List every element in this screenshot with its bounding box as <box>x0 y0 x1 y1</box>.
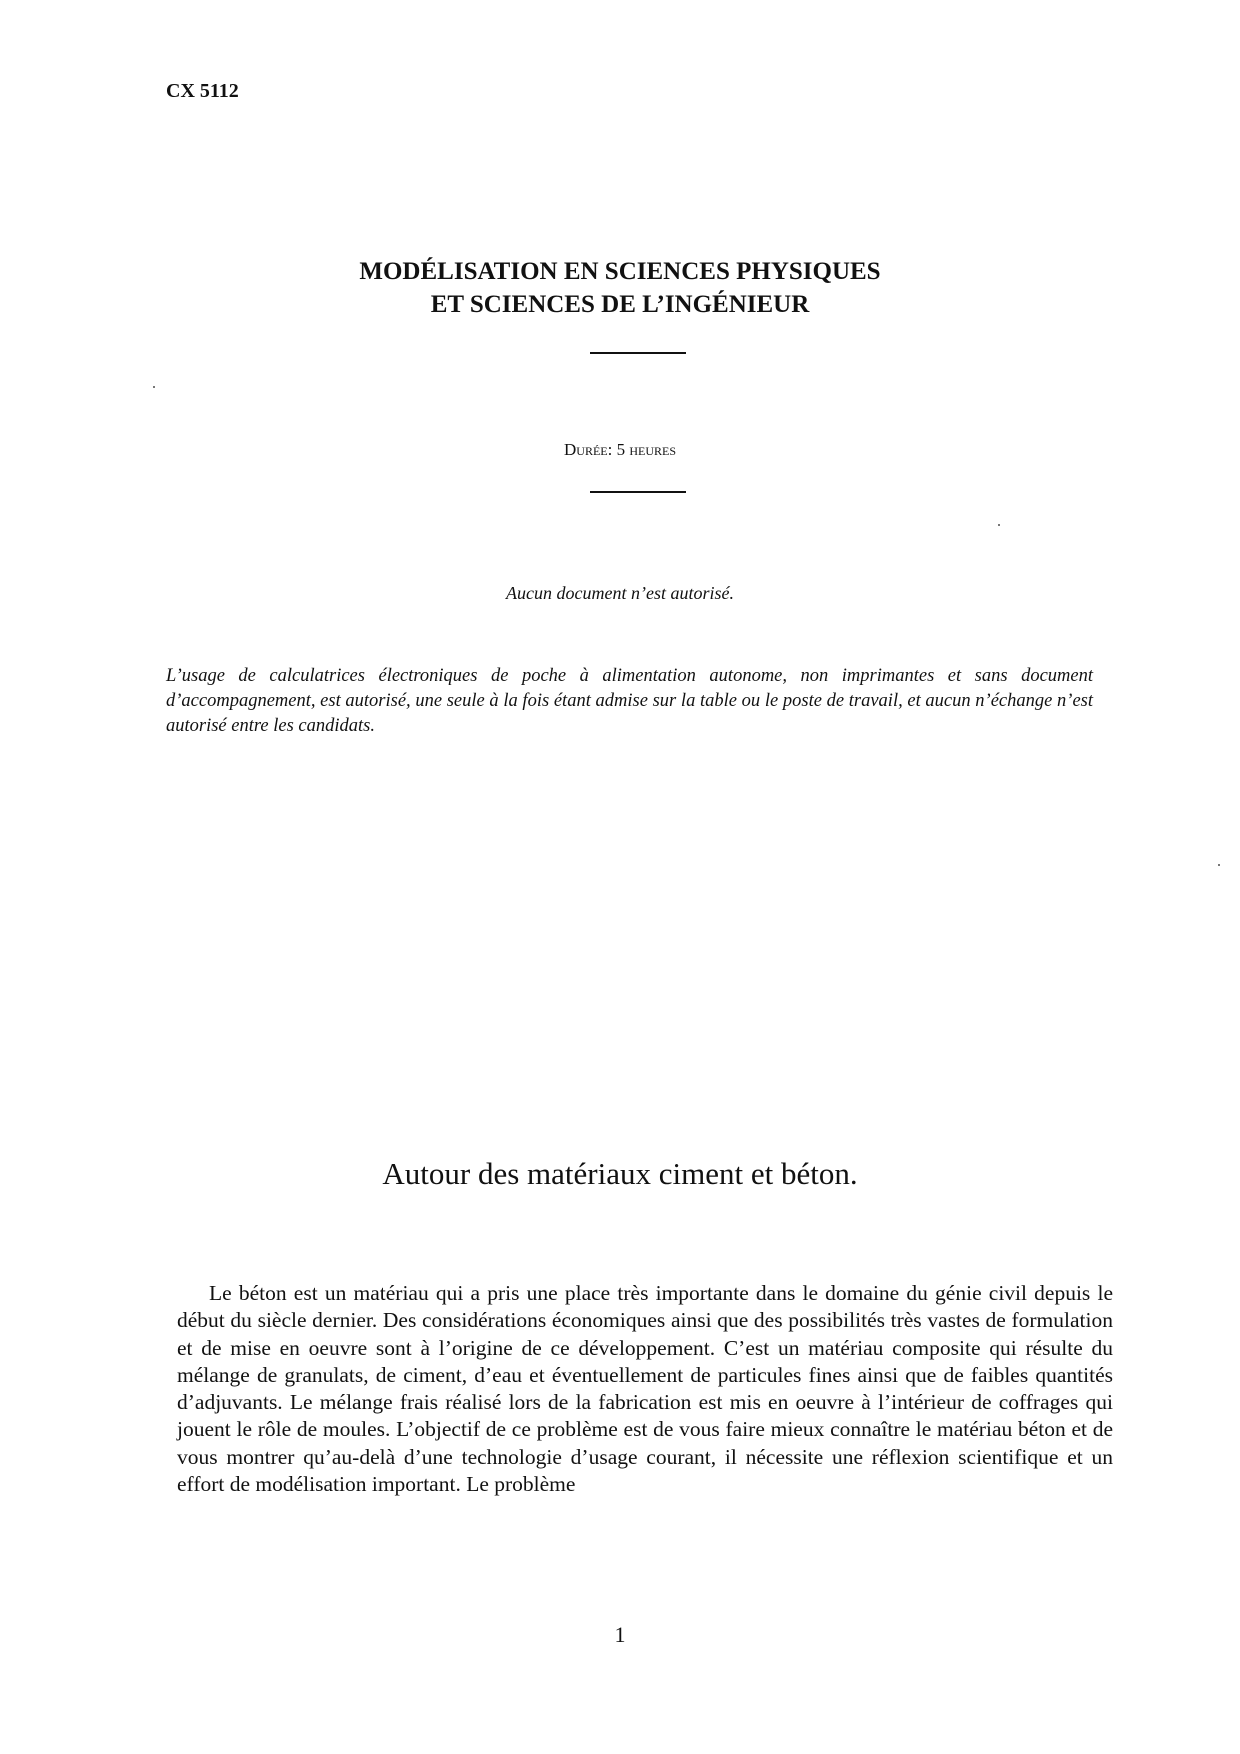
exam-duration: Durée: 5 heures <box>564 440 676 459</box>
scan-speck <box>1218 864 1220 866</box>
scan-speck <box>998 524 1000 526</box>
documents-notice: Aucun document n’est autorisé. <box>506 583 734 603</box>
exam-title-line-1: MODÉLISATION EN SCIENCES PHYSIQUES <box>359 258 881 285</box>
exam-code: CX 5112 <box>166 80 239 102</box>
scan-speck <box>153 386 155 388</box>
problem-intro-paragraph: Le béton est un matériau qui a pris une place très importante dans le domaine du génie civil depuis le début du siècle dernier. Des considérations économiques ainsi que des possibilités très vastes de formulation et de mise en oeuvre sont à l’origine de ce développement. C’est un matériau composite qui résulte du mélange de granulats, de ciment, d’eau et éventuellement de particules fines ainsi que de faibles quantités d’adjuvants. Le mélange frais réalisé lors de la fabrication est mis en oeuvre à l’intérieur de coffrages qui jouent le rôle de moules. L’objectif de ce problème est de vous faire mieux connaître le matériau béton et de vous montrer qu’au-delà d’une technologie d’usage courant, il nécessite une réflexion scientifique et un effort de modélisation important. Le problème <box>177 1281 1113 1497</box>
page-number: 1 <box>614 1622 626 1647</box>
divider-top <box>590 352 686 354</box>
exam-title-line-2: ET SCIENCES DE L’INGÉNIEUR <box>430 291 810 318</box>
calculator-rules: L’usage de calculatrices électroniques de poche à alimentation autonome, non imprimantes et sans document d’accompagnement, est autorisé, une seule à la fois étant admise sur la table ou le poste de travail, et aucun n’échange n’est autorisé entre les candidats. <box>166 666 1093 736</box>
divider-bottom <box>590 491 686 493</box>
problem-title: Autour des matériaux ciment et béton. <box>382 1156 858 1191</box>
